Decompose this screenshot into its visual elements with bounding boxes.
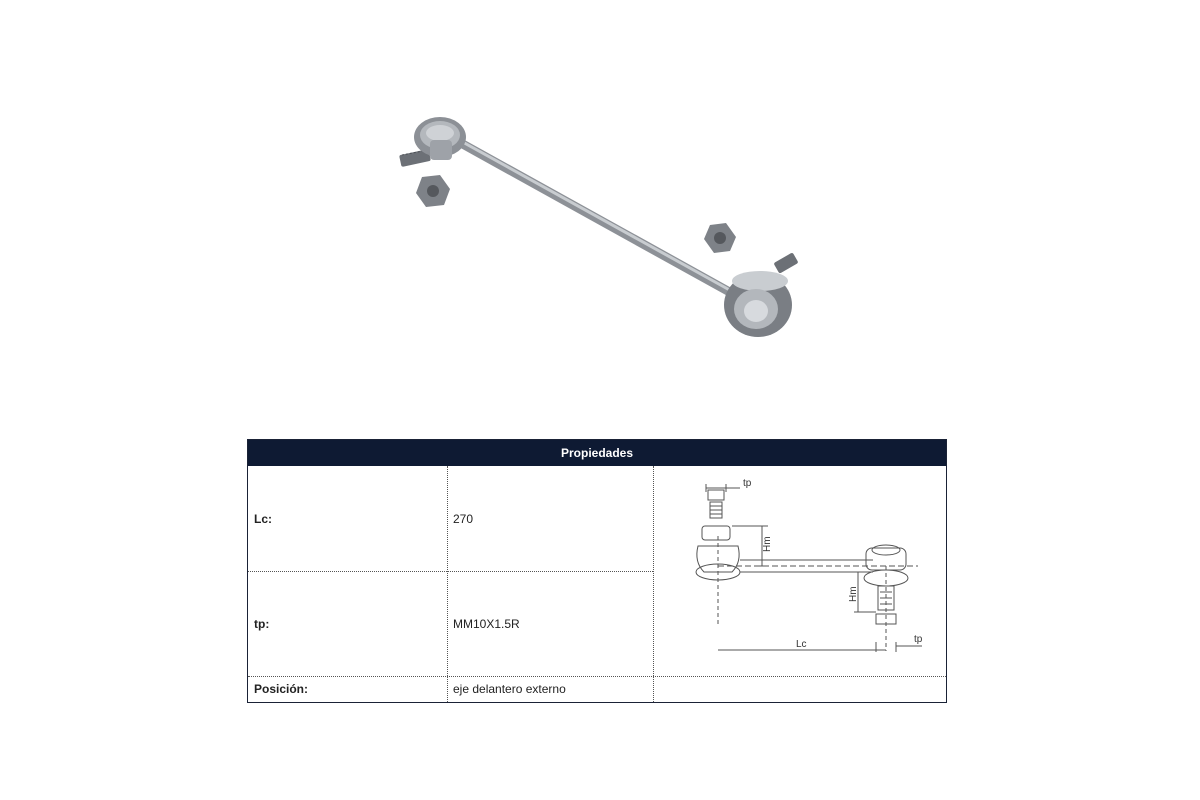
label-lc: Lc [796, 639, 807, 650]
row-position-value: eje delantero externo [453, 682, 566, 696]
table-body [248, 466, 946, 702]
label-tp-top: tp [743, 478, 752, 489]
label-hm-left: Hm [762, 536, 773, 552]
row-position-label: Posición: [254, 682, 309, 696]
row-lc-label: Lc: [254, 511, 272, 526]
row-tp-value: MM10X1.5R [453, 616, 520, 631]
label-hm-right: Hm [848, 586, 859, 602]
bottom-ball-joint [724, 252, 799, 337]
nut-right [704, 223, 736, 253]
product-photo [380, 95, 810, 350]
label-tp-bottom: tp [914, 634, 923, 645]
dimension-schematic [658, 466, 948, 676]
row-tp-label: tp: [254, 616, 270, 631]
link-rod [450, 137, 735, 295]
properties-table [247, 439, 947, 703]
top-ball-joint [399, 117, 466, 167]
nut-left [416, 175, 450, 207]
table-header: Propiedades [248, 440, 946, 466]
row-lc-value: 270 [453, 511, 474, 526]
